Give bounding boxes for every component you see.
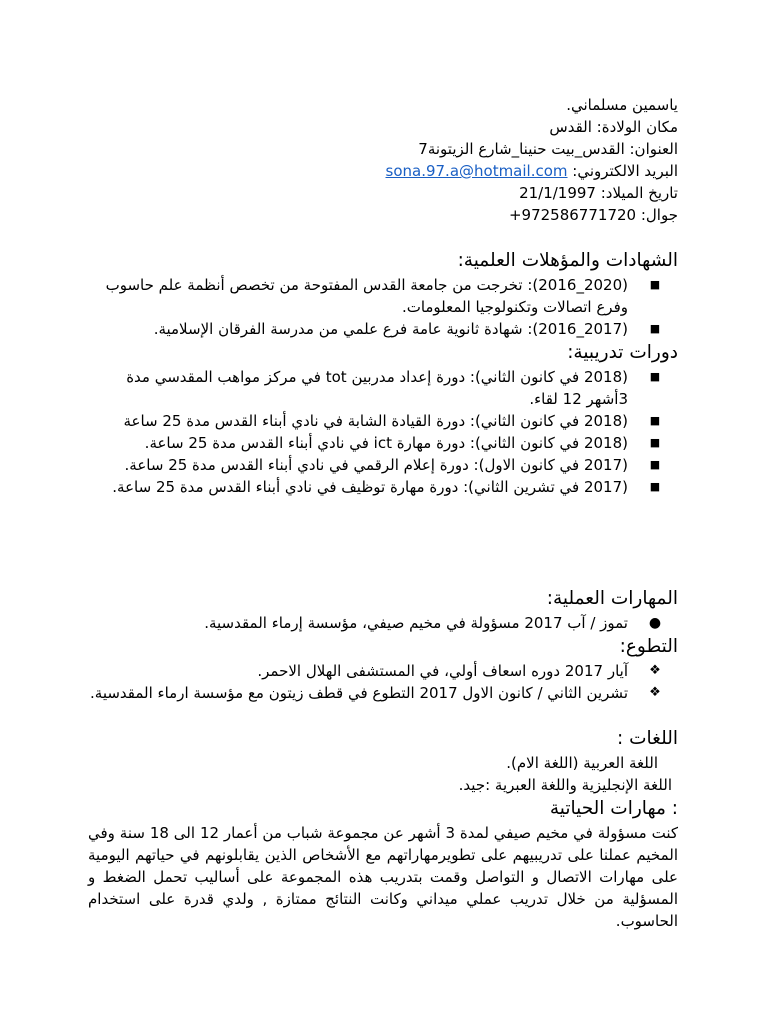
square-bullet-icon: ■ — [649, 480, 661, 493]
list-item: ■ (2018 في كانون الثاني): دورة إعداد مدربين tot في مركز مواهب المقدسي مدة 3أشهر 12 لقاء. — [88, 366, 678, 410]
education-heading: الشهادات والمؤهلات العلمية: — [457, 250, 678, 271]
square-bullet-icon: ■ — [649, 370, 661, 383]
courses-heading: دورات تدريبية: — [567, 342, 678, 363]
practical-list — [88, 612, 678, 634]
life-skills-section — [88, 796, 678, 822]
list-item: ■ (2018 في كانون الثاني): دورة مهارة ict في نادي أبناء القدس مدة 25 ساعة. — [88, 432, 678, 454]
list-item: ■ (2018 في كانون الثاني): دورة القيادة الشابة في نادي أبناء القدس مدة 25 ساعة — [88, 410, 678, 432]
life-skills-paragraph: كنت مسؤولة في مخيم صيفي لمدة 3 أشهر عن مجموعة شباب من أعمار 12 الى 18 سنة وفي المخيم عملنا على تدريبيهم على تطويرمهاراتهم مع الأشخاص الذين يقابلونهم في حياتهم اليومية على مهارات الاتصال و التواصل وقمت بتدريب هذه المجموعة على أساليب تحمل الضغط و المسؤلية من خلال تدريب عملي ميداني وكانت النتائج ممتازة , ولدي قدرة على استخدام الحاسوب. — [88, 824, 678, 930]
email-link[interactable]: sona.97.a@hotmail.com — [385, 162, 568, 180]
circle-bullet-icon: ● — [648, 615, 662, 631]
volunteering-list — [88, 660, 678, 704]
practical-heading: المهارات العملية: — [546, 588, 678, 609]
education-section — [88, 248, 678, 340]
language-item: اللغة الإنجليزية واللغة العبرية :جيد. — [458, 776, 672, 794]
square-bullet-icon: ■ — [649, 322, 661, 335]
list-item: ■ (2020_2016): تخرجت من جامعة القدس المفتوحة من تخصص أنظمة علم حاسوب وفرع اتصالات وتكنولوجيا المعلومات. — [88, 274, 678, 318]
list-item: ❖ آيار 2017 دوره اسعاف أولي، في المستشفى الهلال الاحمر. — [88, 660, 678, 682]
name: ياسمين مسلماني. — [566, 96, 678, 114]
list-item: ■ (2017 في كانون الاول): دورة إعلام الرقمي في نادي أبناء القدس مدة 25 ساعة. — [88, 454, 678, 476]
courses-section — [88, 340, 678, 498]
square-bullet-icon: ■ — [649, 458, 661, 471]
email-line — [88, 160, 678, 182]
education-list — [88, 274, 678, 340]
email-label: البريد الالكتروني: — [567, 162, 678, 180]
address: العنوان: القدس_بيت حنينا_شارع الزيتونة7 — [418, 140, 678, 158]
diamond-bullet-icon: ❖ — [649, 663, 661, 678]
languages-section — [88, 726, 678, 796]
diamond-bullet-icon: ❖ — [649, 685, 661, 700]
list-item: ● تموز / آب 2017 مسؤولة في مخيم صيفي، مؤسسة إرماء المقدسية. — [88, 612, 678, 634]
volunteering-heading: التطوع: — [619, 636, 678, 657]
list-item: ■ (2017 في تشرين الثاني): دورة مهارة توظيف في نادي أبناء القدس مدة 25 ساعة. — [88, 476, 678, 498]
list-item: ❖ تشرين الثاني / كانون الاول 2017 التطوع في قطف زيتون مع مؤسسة ارماء المقدسية. — [88, 682, 678, 704]
life-skills-heading: : مهارات الحياتية — [549, 798, 678, 819]
languages-heading: اللغات : — [617, 728, 678, 749]
mobile: جوال: 972586771720+ — [508, 206, 678, 224]
personal-info — [88, 94, 678, 226]
square-bullet-icon: ■ — [649, 414, 661, 427]
practical-section — [88, 586, 678, 634]
volunteering-section — [88, 634, 678, 704]
birthdate: تاريخ الميلاد: 21/1/1997 — [519, 184, 678, 202]
language-item: اللغة العربية (اللغة الام). — [506, 754, 658, 772]
birthplace: مكان الولادة: القدس — [549, 118, 678, 136]
list-item: ■ (2017_2016): شهادة ثانوية عامة فرع علمي من مدرسة الفرقان الإسلامية. — [88, 318, 678, 340]
square-bullet-icon: ■ — [649, 436, 661, 449]
square-bullet-icon: ■ — [649, 278, 661, 291]
courses-list — [88, 366, 678, 498]
